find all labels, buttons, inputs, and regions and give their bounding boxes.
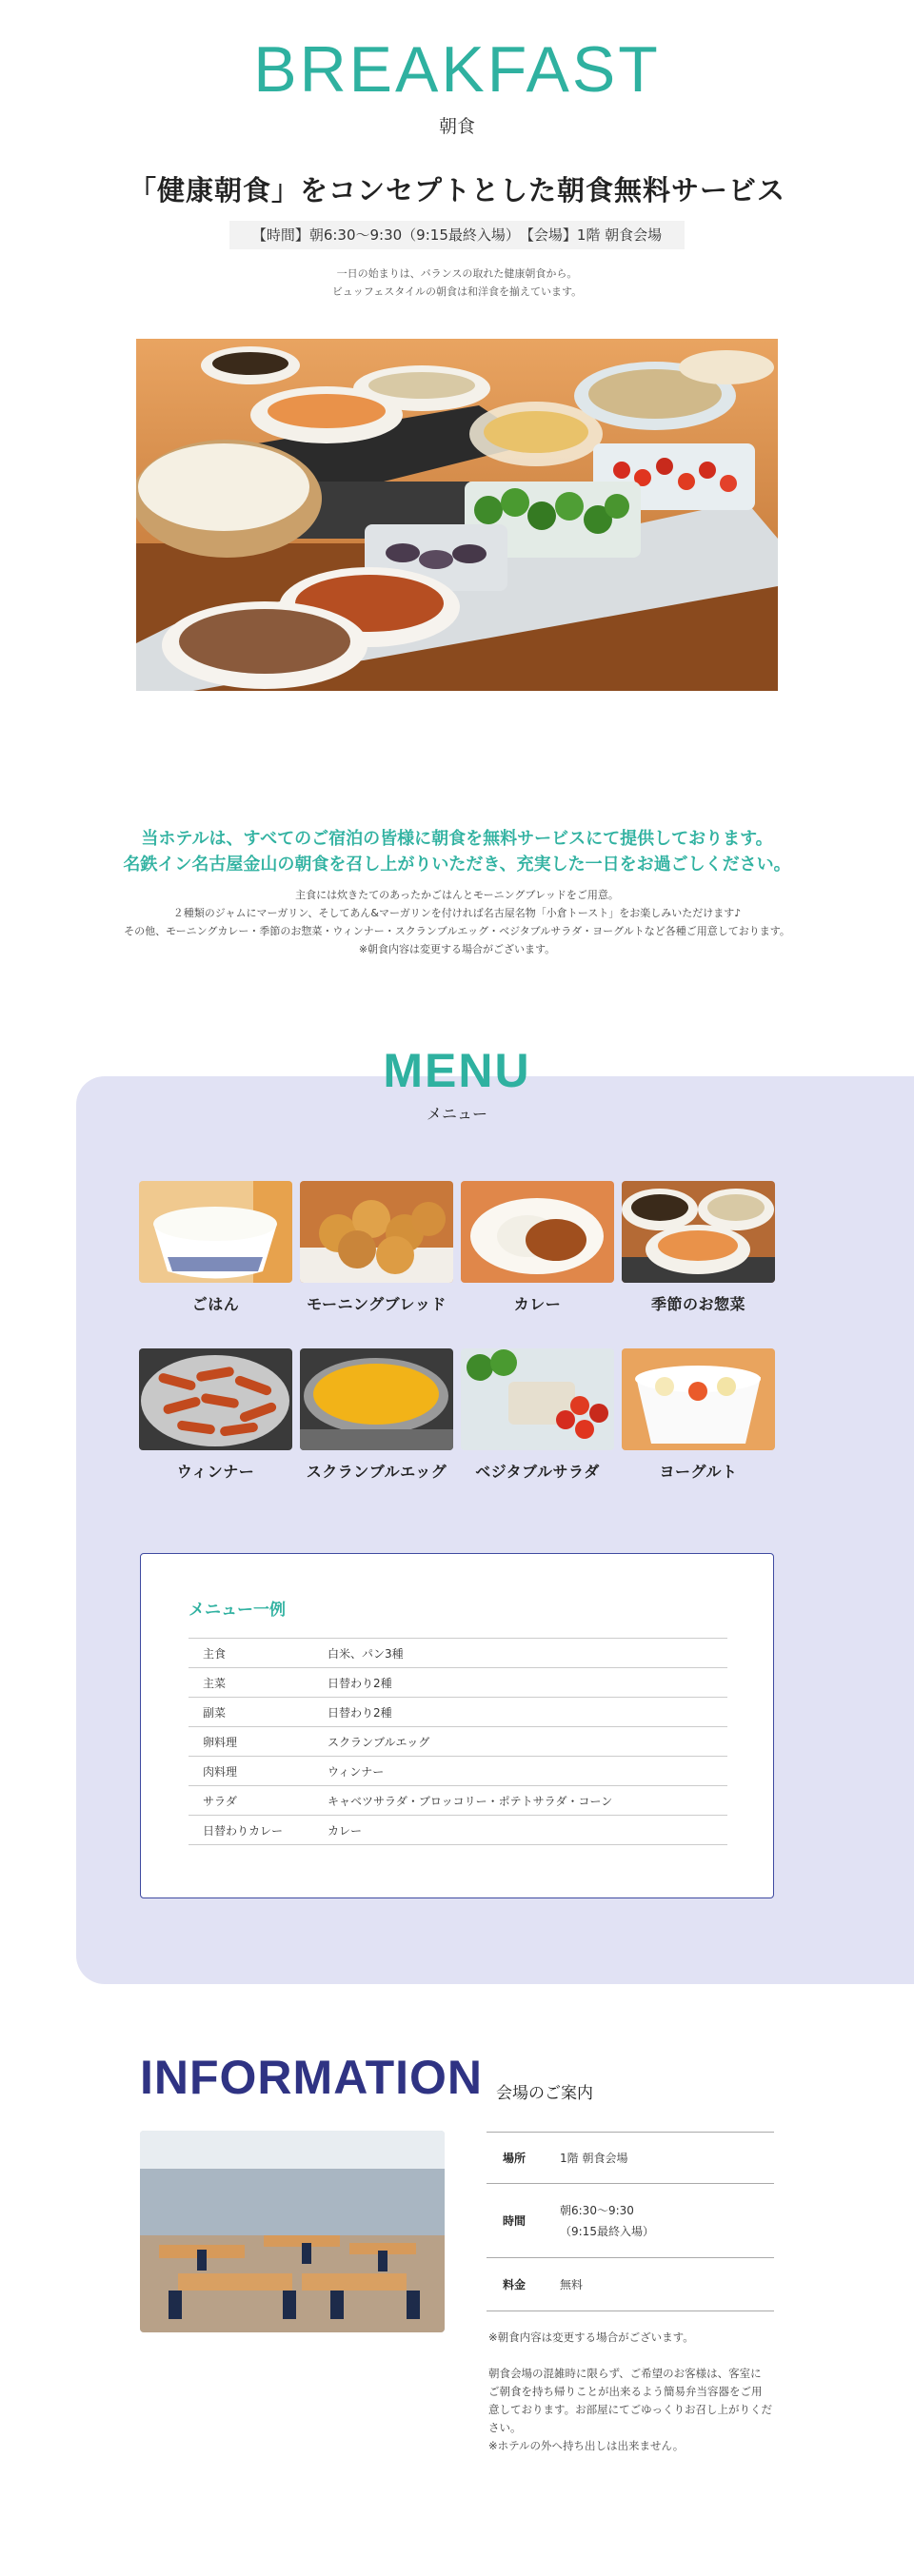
menu-item-salad bbox=[461, 1348, 614, 1482]
table-row bbox=[189, 1757, 727, 1786]
menu-item-bread bbox=[300, 1181, 453, 1314]
scrambled-egg-icon bbox=[300, 1348, 453, 1450]
body-line: 主食には炊きたてのあったかごはんとモーニングブレッドをご用意。 bbox=[295, 889, 619, 901]
breakfast-subtitle: 朝食 bbox=[438, 116, 475, 137]
information-table bbox=[487, 2132, 774, 2311]
breakfast-concept-heading: 「健康朝食」をコンセプトとした朝食無料サービス bbox=[128, 174, 785, 206]
buffet-photo bbox=[136, 339, 778, 691]
table-cell-key: 主食 bbox=[189, 1639, 328, 1668]
table-cell-line: （9:15最終入場） bbox=[560, 2224, 654, 2238]
table-cell-key: 肉料理 bbox=[189, 1757, 328, 1786]
table-cell-key: 時間 bbox=[487, 2184, 544, 2258]
dining-room-photo bbox=[140, 2131, 445, 2332]
table-cell-line: 無料 bbox=[560, 2277, 584, 2291]
menu-item-side-dish bbox=[622, 1181, 775, 1314]
menu-item-label: ヨーグルト bbox=[659, 1463, 738, 1481]
table-row bbox=[487, 2184, 774, 2258]
table-cell-key: 料金 bbox=[487, 2258, 544, 2311]
table-row bbox=[189, 1727, 727, 1757]
table-cell-key: サラダ bbox=[189, 1786, 328, 1816]
menu-item-label: スクランブルエッグ bbox=[306, 1463, 447, 1481]
table-row bbox=[189, 1816, 727, 1845]
note-paragraph bbox=[488, 2329, 774, 2347]
table-cell-line: 1階 朝食会場 bbox=[560, 2151, 628, 2165]
lead-line: 名鉄イン名古屋金山の朝食を召し上がりいただき、充実した一日をお過ごしください。 bbox=[123, 855, 791, 875]
note-line: ※ホテルの外へ持ち出しは出来ません。 bbox=[488, 2439, 685, 2452]
table-row bbox=[189, 1698, 727, 1727]
note-paragraph bbox=[488, 2365, 774, 2455]
note-line: さい。 bbox=[488, 2421, 522, 2434]
table-cell-key: 副菜 bbox=[189, 1698, 328, 1727]
bread-icon bbox=[300, 1181, 453, 1283]
body-line: ※朝食内容は変更する場合がございます。 bbox=[358, 943, 556, 955]
lead-line: 当ホテルは、すべてのご宿泊の皆様に朝食を無料サービスにて提供しております。 bbox=[141, 829, 773, 849]
table-cell-value: 日替わり2種 bbox=[328, 1668, 727, 1698]
information-title: INFORMATION bbox=[140, 2051, 484, 2104]
table-cell-value bbox=[544, 2258, 774, 2311]
menu-item-label: ベジタブルサラダ bbox=[475, 1463, 600, 1481]
table-cell-value: 日替わり2種 bbox=[328, 1698, 727, 1727]
side-dish-icon bbox=[622, 1181, 775, 1283]
salad-icon bbox=[461, 1348, 614, 1450]
menu-item-curry bbox=[461, 1181, 614, 1314]
breakfast-description-line: 一日の始まりは、バランスの取れた健康朝食から。 bbox=[336, 267, 578, 280]
menu-item-sausage bbox=[139, 1348, 292, 1482]
table-cell-key: 日替わりカレー bbox=[189, 1816, 328, 1845]
information-subtitle: 会場のご案内 bbox=[496, 2084, 593, 2103]
table-cell-key: 場所 bbox=[487, 2133, 544, 2184]
table-cell-value: スクランブルエッグ bbox=[328, 1727, 727, 1757]
menu-example-title: メニュー一例 bbox=[189, 1601, 286, 1620]
table-cell-line: 朝6:30〜9:30 bbox=[560, 2203, 634, 2217]
table-cell-value: ウィンナー bbox=[328, 1757, 727, 1786]
table-cell-value bbox=[544, 2133, 774, 2184]
breakfast-description bbox=[0, 265, 914, 301]
table-row bbox=[189, 1639, 727, 1668]
menu-subtitle: メニュー bbox=[426, 1105, 487, 1123]
table-row bbox=[487, 2133, 774, 2184]
rice-bowl-icon bbox=[139, 1181, 292, 1283]
menu-example-table bbox=[189, 1638, 727, 1845]
table-cell-key: 主菜 bbox=[189, 1668, 328, 1698]
table-row bbox=[189, 1668, 727, 1698]
table-row bbox=[487, 2258, 774, 2311]
menu-item-rice bbox=[139, 1181, 292, 1314]
table-cell-value bbox=[544, 2184, 774, 2258]
table-cell-key: 卵料理 bbox=[189, 1727, 328, 1757]
table-cell-value: 白米、パン3種 bbox=[328, 1639, 727, 1668]
body-line: ２種類のジャムにマーガリン、そしてあん&マーガリンを付ければ名古屋名物「小倉トースト」をお楽しみいただけます♪ bbox=[172, 907, 742, 919]
table-row bbox=[189, 1786, 727, 1816]
menu-item-label: カレー bbox=[513, 1295, 562, 1313]
body-text bbox=[0, 886, 914, 958]
menu-item-label: ウィンナー bbox=[176, 1463, 255, 1481]
curry-icon bbox=[461, 1181, 614, 1283]
sausage-icon bbox=[139, 1348, 292, 1450]
breakfast-description-line: ビュッフェスタイルの朝食は和洋食を揃えています。 bbox=[331, 285, 583, 298]
breakfast-title: BREAKFAST bbox=[253, 33, 661, 106]
menu-item-yogurt bbox=[622, 1348, 775, 1482]
menu-item-label: モーニングブレッド bbox=[307, 1295, 447, 1313]
table-cell-value: カレー bbox=[328, 1816, 727, 1845]
breakfast-hours-bar: 【時間】朝6:30〜9:30（9:15最終入場） 【会場】1階 朝食会場 bbox=[229, 221, 685, 249]
information-notes bbox=[488, 2329, 774, 2473]
note-line: ※朝食内容は変更する場合がございます。 bbox=[488, 2330, 694, 2344]
menu-item-scrambled-egg bbox=[300, 1348, 453, 1482]
menu-item-label: ごはん bbox=[191, 1295, 240, 1313]
lead-text bbox=[0, 826, 914, 877]
body-line: その他、モーニングカレー・季節のお惣菜・ウィンナー・スクランブルエッグ・ベジタブルサラダ・ヨーグルトなど各種ご用意しております。 bbox=[124, 925, 790, 937]
note-line: 意しております。お部屋にてごゆっくりお召し上がりくだ bbox=[488, 2403, 772, 2416]
menu-title: MENU bbox=[383, 1044, 531, 1097]
table-cell-value: キャベツサラダ・ブロッコリー・ポテトサラダ・コーン bbox=[328, 1786, 727, 1816]
note-line: ご朝食を持ち帰りことが出来るよう簡易弁当容器をご用 bbox=[488, 2385, 763, 2398]
menu-item-label: 季節のお惣菜 bbox=[650, 1295, 745, 1313]
menu-example-box bbox=[140, 1553, 774, 1898]
yogurt-icon bbox=[622, 1348, 775, 1450]
note-line: 朝食会場の混雑時に限らず、ご希望のお客様は、客室に bbox=[488, 2367, 762, 2380]
